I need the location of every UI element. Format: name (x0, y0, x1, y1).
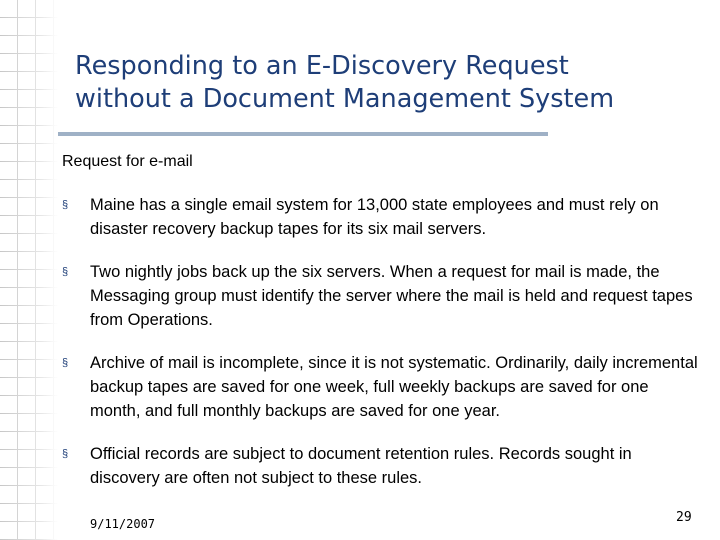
title-underline (58, 132, 548, 136)
page-number: 29 (676, 510, 692, 525)
section-sign-bullet-icon: § (62, 266, 69, 278)
subheading: Request for e-mail (62, 153, 193, 170)
grid-background (0, 0, 58, 540)
bullet-text: Archive of mail is incomplete, since it is not systematic. Ordinarily, daily incremental backup tapes are saved for one week, full weekly backups are saved for one month, and full monthly backups are saved for one year. (90, 354, 698, 420)
bullet-item (62, 351, 702, 423)
bullet-item (62, 193, 702, 241)
bullet-text: Two nightly jobs back up the six servers. When a request for mail is made, the Messaging group must identify the server where the mail is held and request tapes from Operations. (90, 263, 693, 329)
slide-title (75, 50, 675, 116)
bullet-item (62, 260, 702, 332)
title-line-2: without a Document Management System (75, 84, 615, 114)
bullet-list (62, 193, 702, 509)
bullet-text: Maine has a single email system for 13,000 state employees and must rely on disaster recovery backup tapes for its six mail servers. (90, 196, 659, 238)
bullet-item (62, 442, 702, 490)
section-sign-bullet-icon: § (62, 199, 69, 211)
section-sign-bullet-icon: § (62, 357, 69, 369)
section-sign-bullet-icon: § (62, 448, 69, 460)
footer-date: 9/11/2007 (90, 517, 156, 531)
bullet-text: Official records are subject to document retention rules. Records sought in discovery are often not subject to these rules. (90, 445, 632, 487)
title-line-1: Responding to an E-Discovery Request (75, 51, 569, 81)
